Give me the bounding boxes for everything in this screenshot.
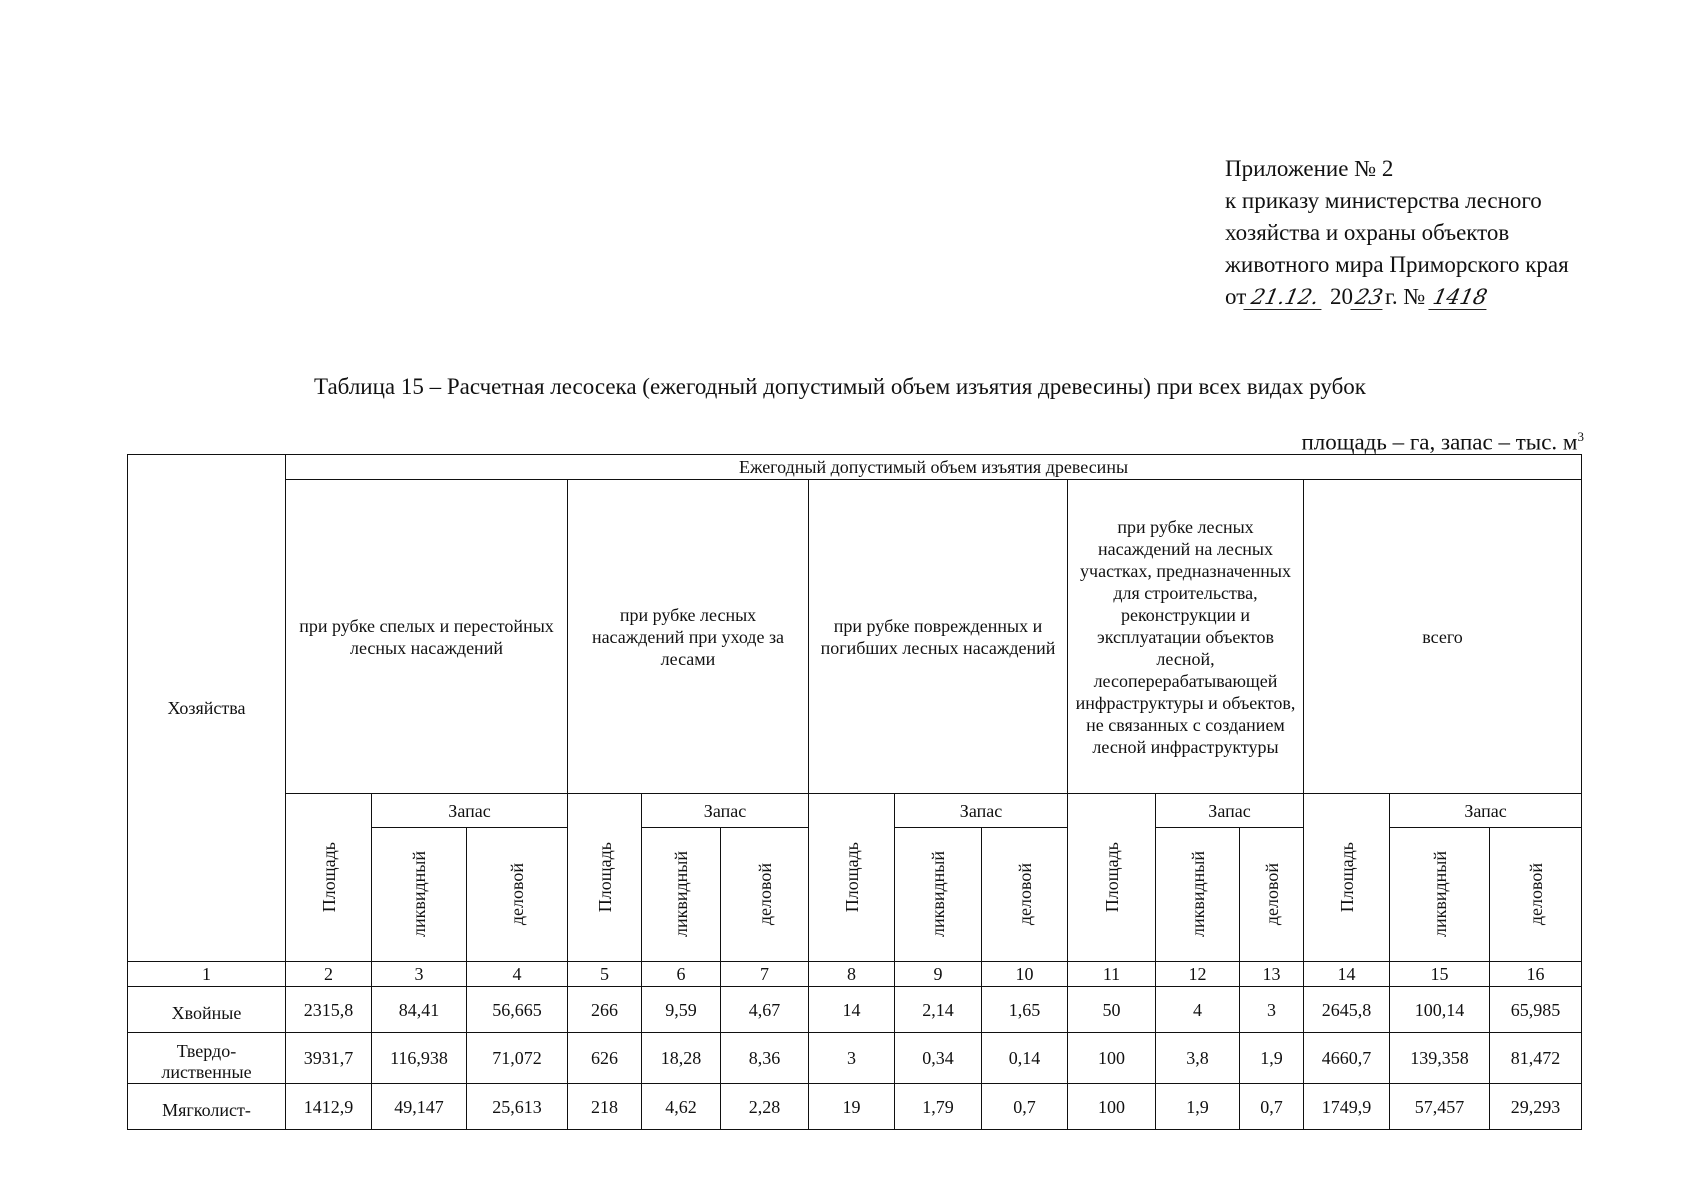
table-body xyxy=(128,987,1582,1130)
table-cell: 19 xyxy=(809,1084,895,1130)
column-number: 4 xyxy=(467,962,568,987)
header-liquid: ликвидный xyxy=(1156,828,1240,962)
header-commercial: деловой xyxy=(721,828,809,962)
table-cell: 71,072 xyxy=(467,1033,568,1084)
table-cell: 2645,8 xyxy=(1304,987,1390,1033)
table-cell: 4,62 xyxy=(642,1084,721,1130)
table-row xyxy=(128,987,1582,1033)
header-stock: Запас xyxy=(1390,794,1582,828)
table-cell: 100 xyxy=(1068,1084,1156,1130)
table-cell: 1749,9 xyxy=(1304,1084,1390,1130)
table-cell: 100 xyxy=(1068,1033,1156,1084)
row-label: Твердо-лиственные xyxy=(128,1033,286,1084)
table-cell: 14 xyxy=(809,987,895,1033)
header-liquid: ликвидный xyxy=(642,828,721,962)
allowable-cut-table xyxy=(127,454,1582,1130)
units-text: площадь – га, запас – тыс. м xyxy=(1301,429,1578,455)
table-cell: 57,457 xyxy=(1390,1084,1490,1130)
header-stock: Запас xyxy=(895,794,1068,828)
header-group-mature: при рубке спелых и перестойных лесных насаждений xyxy=(286,480,568,794)
table-cell: 18,28 xyxy=(642,1033,721,1084)
appendix-line-4: животного мира Приморского края xyxy=(1225,252,1569,277)
table-title: Таблица 15 – Расчетная лесосека (ежегодный допустимый объем изъятия древесины) при всех видах рубок xyxy=(314,374,1366,399)
column-number: 11 xyxy=(1068,962,1156,987)
units-note xyxy=(1100,422,1584,458)
header-stock: Запас xyxy=(1156,794,1304,828)
table-cell: 1,9 xyxy=(1156,1084,1240,1130)
table-cell: 218 xyxy=(568,1084,642,1130)
table-cell: 49,147 xyxy=(372,1084,467,1130)
appendix-line-3: хозяйства и охраны объектов xyxy=(1225,220,1510,245)
header-commercial: деловой xyxy=(467,828,568,962)
row-label: Хвойные xyxy=(128,987,286,1033)
row-label: Мягколист- xyxy=(128,1084,286,1130)
table-cell: 0,7 xyxy=(982,1084,1068,1130)
header-group-damaged: при рубке поврежденных и погибших лесных насаждений xyxy=(809,480,1068,794)
header-group-total: всего xyxy=(1304,480,1582,794)
table-cell: 139,358 xyxy=(1390,1033,1490,1084)
header-liquid: ликвидный xyxy=(372,828,467,962)
table-row xyxy=(128,1033,1582,1084)
table-cell: 1,65 xyxy=(982,987,1068,1033)
date-year-unit: г. № xyxy=(1385,284,1426,309)
header-liquid: ликвидный xyxy=(1390,828,1490,962)
table-cell: 3 xyxy=(809,1033,895,1084)
table-cell: 116,938 xyxy=(372,1033,467,1084)
column-number: 8 xyxy=(809,962,895,987)
header-area: Площадь xyxy=(809,794,895,962)
header-stock: Запас xyxy=(642,794,809,828)
column-number: 12 xyxy=(1156,962,1240,987)
column-number-row xyxy=(128,962,1582,987)
column-number: 10 xyxy=(982,962,1068,987)
header-commercial: деловой xyxy=(1240,828,1304,962)
table-cell: 56,665 xyxy=(467,987,568,1033)
table-row xyxy=(128,1084,1582,1130)
header-area: Площадь xyxy=(568,794,642,962)
table-cell: 0,14 xyxy=(982,1033,1068,1084)
column-number: 2 xyxy=(286,962,372,987)
handwritten-order-number: 1418 xyxy=(1428,285,1491,310)
appendix-line-2: к приказу министерства лесного xyxy=(1225,188,1542,213)
table-cell: 626 xyxy=(568,1033,642,1084)
date-prefix: от xyxy=(1225,284,1247,309)
header-annual-volume: Ежегодный допустимый объем изъятия древесины xyxy=(286,455,1582,480)
header-stock: Запас xyxy=(372,794,568,828)
table-cell: 1,79 xyxy=(895,1084,982,1130)
header-group-thinning: при рубке лесных насаждений при уходе за лесами xyxy=(568,480,809,794)
handwritten-year: 23 xyxy=(1350,285,1387,310)
table-cell: 4 xyxy=(1156,987,1240,1033)
header-area: Площадь xyxy=(1304,794,1390,962)
table-cell: 29,293 xyxy=(1490,1084,1582,1130)
table-cell: 65,985 xyxy=(1490,987,1582,1033)
column-number: 15 xyxy=(1390,962,1490,987)
column-number: 6 xyxy=(642,962,721,987)
table-cell: 4660,7 xyxy=(1304,1033,1390,1084)
table-cell: 3 xyxy=(1240,987,1304,1033)
header-commercial: деловой xyxy=(1490,828,1582,962)
header-group-construction: при рубке лесных насаждений на лесных участках, предназначенных для строительства, реконструкции и эксплуатации объектов лесной, лесоперерабатывающей инфраструктуры и объектов, не связанных с созданием лесной инфраструктуры xyxy=(1068,480,1304,794)
date-year-prefix: 20 xyxy=(1330,284,1353,309)
column-number: 7 xyxy=(721,962,809,987)
column-number: 9 xyxy=(895,962,982,987)
column-number: 5 xyxy=(568,962,642,987)
header-farms: Хозяйства xyxy=(128,455,286,962)
table-cell: 0,34 xyxy=(895,1033,982,1084)
appendix-date-line xyxy=(1225,281,1665,313)
header-area: Площадь xyxy=(286,794,372,962)
table-cell: 4,67 xyxy=(721,987,809,1033)
handwritten-date: 21.12. xyxy=(1244,285,1327,310)
header-liquid: ликвидный xyxy=(895,828,982,962)
appendix-line-1: Приложение № 2 xyxy=(1225,156,1394,181)
column-number: 16 xyxy=(1490,962,1582,987)
units-superscript: 3 xyxy=(1577,429,1584,444)
table-cell: 1,9 xyxy=(1240,1033,1304,1084)
column-number: 3 xyxy=(372,962,467,987)
table-cell: 3,8 xyxy=(1156,1033,1240,1084)
table-cell: 2315,8 xyxy=(286,987,372,1033)
column-number: 13 xyxy=(1240,962,1304,987)
table-cell: 50 xyxy=(1068,987,1156,1033)
table-cell: 81,472 xyxy=(1490,1033,1582,1084)
table-cell: 266 xyxy=(568,987,642,1033)
appendix-block xyxy=(1225,153,1665,313)
table-cell: 8,36 xyxy=(721,1033,809,1084)
table-cell: 2,28 xyxy=(721,1084,809,1130)
table-cell: 100,14 xyxy=(1390,987,1490,1033)
table-cell: 84,41 xyxy=(372,987,467,1033)
table-cell: 2,14 xyxy=(895,987,982,1033)
column-number: 1 xyxy=(128,962,286,987)
header-area: Площадь xyxy=(1068,794,1156,962)
table-cell: 3931,7 xyxy=(286,1033,372,1084)
table-cell: 25,613 xyxy=(467,1084,568,1130)
column-number: 14 xyxy=(1304,962,1390,987)
table-cell: 9,59 xyxy=(642,987,721,1033)
table-cell: 1412,9 xyxy=(286,1084,372,1130)
header-commercial: деловой xyxy=(982,828,1068,962)
table-cell: 0,7 xyxy=(1240,1084,1304,1130)
